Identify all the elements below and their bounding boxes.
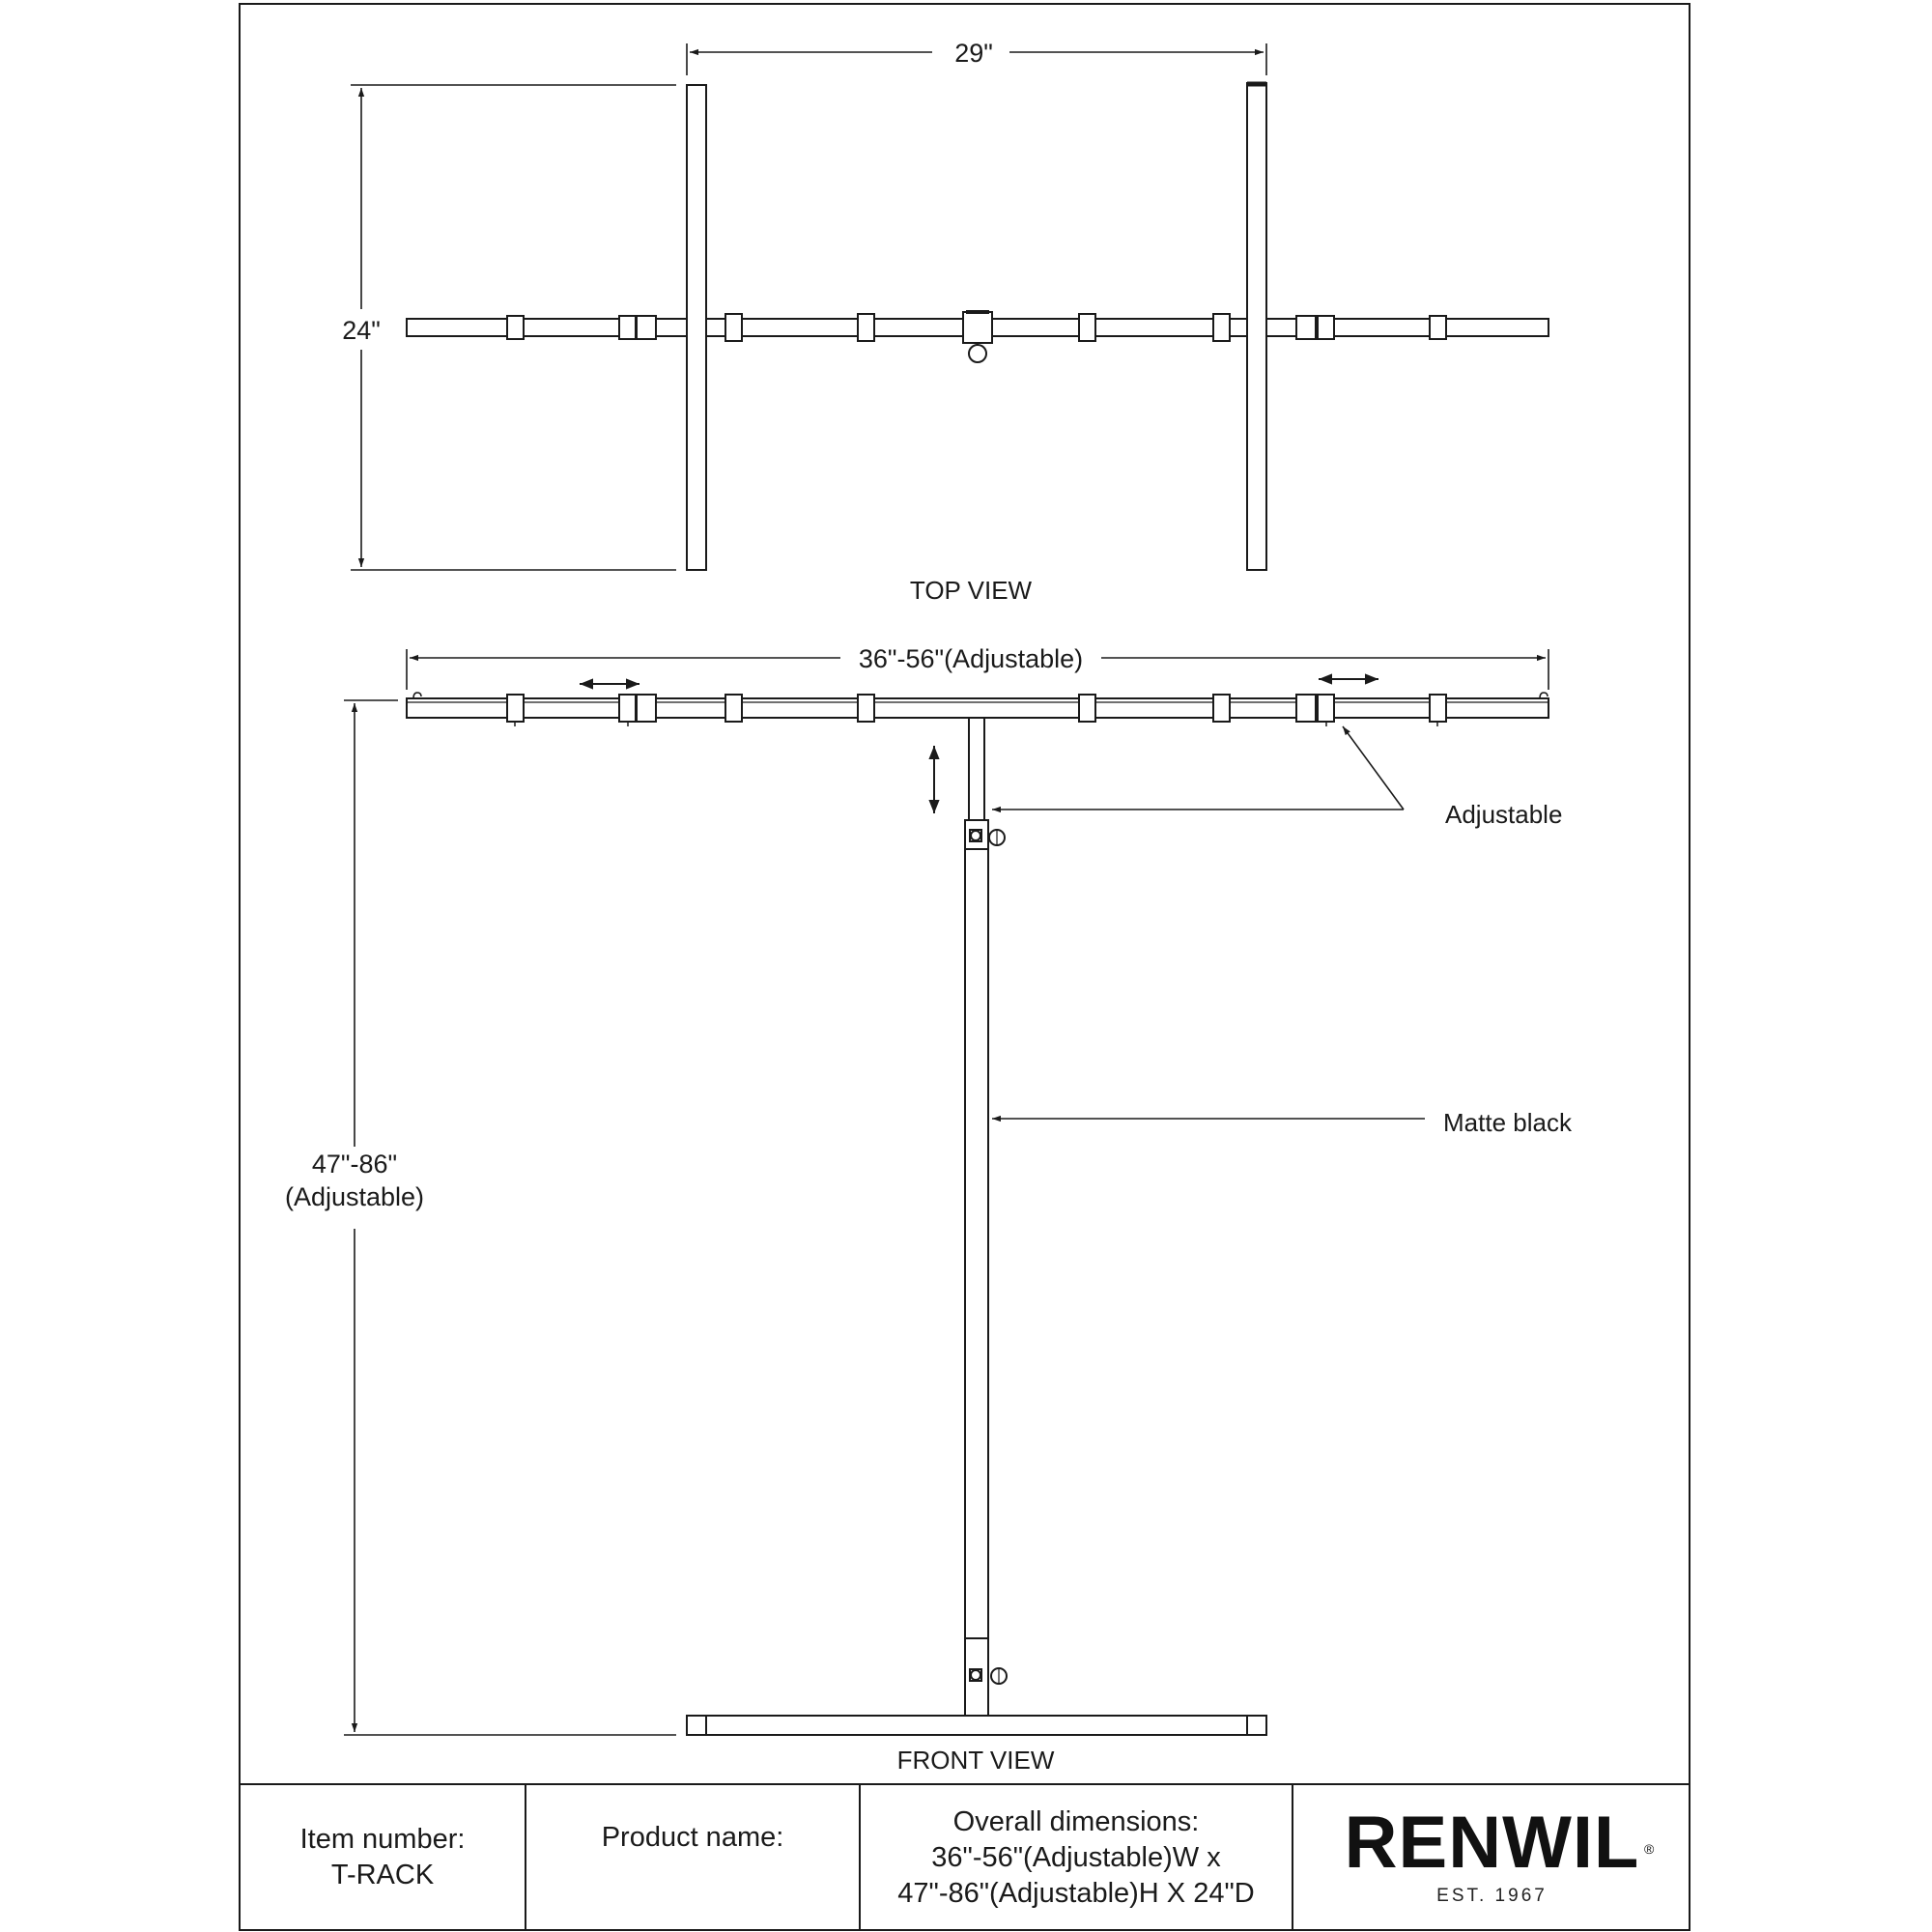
- callout-matte-black: Matte black: [1443, 1108, 1572, 1137]
- title-block-product-name: [526, 1785, 859, 1930]
- front-view-width-dim: 36"-56"(Adjustable): [858, 644, 1084, 673]
- title-block-overall-dimensions: [861, 1785, 1292, 1930]
- top-view-center-post: [963, 312, 992, 343]
- item-number-label: Item number:: [299, 1824, 466, 1855]
- item-number-value: T-RACK: [330, 1860, 435, 1890]
- front-view-main-post: [965, 820, 988, 1717]
- front-view-upper-post: [969, 718, 984, 820]
- callout-adjustable: Adjustable: [1445, 800, 1563, 829]
- top-view-dimensions: [351, 43, 1266, 570]
- overall-dimensions-line2: 47"-86"(Adjustable)H X 24"D: [897, 1877, 1255, 1909]
- product-name-label: Product name:: [601, 1822, 784, 1853]
- brand-registered-mark: ®: [1644, 1841, 1656, 1857]
- front-view-lower-collar: [965, 1638, 988, 1717]
- front-view-height-dim-line1: 47"-86": [311, 1150, 398, 1179]
- brand-wordmark: [1344, 1802, 1656, 1884]
- brand-tagline: EST. 1967: [1436, 1886, 1548, 1906]
- overall-dimensions-line1: 36"-56"(Adjustable)W x: [931, 1841, 1221, 1873]
- top-view-locking-knob: [969, 345, 986, 362]
- top-view-width-dim: 29": [954, 39, 993, 68]
- top-view-depth-dim: 24": [342, 316, 381, 345]
- overall-dimensions-label: Overall dimensions:: [952, 1805, 1200, 1837]
- top-view: [407, 83, 1548, 570]
- front-view: [407, 693, 1548, 1735]
- title-block-item-number: [241, 1785, 525, 1930]
- callout-leaders: [992, 726, 1425, 1119]
- top-view-left-foot: [687, 85, 706, 570]
- front-view-base: [687, 1716, 1266, 1735]
- front-view-dimensions: [344, 649, 1548, 1735]
- top-view-right-foot: [1247, 83, 1266, 570]
- front-view-height-dim-line2: (Adjustable): [284, 1182, 425, 1211]
- front-view-label: FRONT VIEW: [896, 1746, 1055, 1775]
- front-view-hanging-bar: [407, 698, 1548, 718]
- brand-name: RENWIL: [1344, 1802, 1640, 1884]
- top-view-label: TOP VIEW: [909, 576, 1033, 605]
- front-view-upper-collar: [965, 820, 988, 849]
- brand-logo: [1293, 1785, 1690, 1930]
